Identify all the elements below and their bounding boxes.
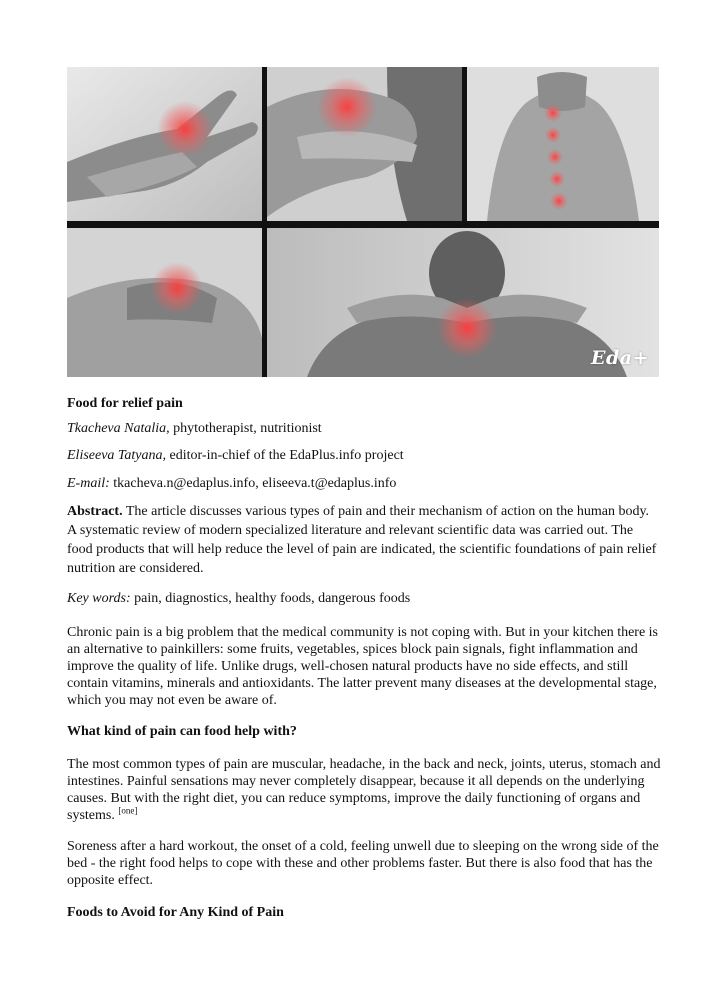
author-role: phytotherapist, nutritionist	[169, 421, 322, 436]
author-role: editor-in-chief of the EdaPlus.info project	[166, 448, 404, 463]
abstract-paragraph	[67, 502, 661, 578]
neck-pain-photo	[267, 228, 659, 377]
wrist-pain-photo	[67, 67, 262, 221]
author-line-2	[67, 447, 661, 464]
abstract-label: Abstract.	[67, 504, 123, 519]
keywords-label: Key words:	[67, 591, 131, 606]
reference-marker: [one]	[118, 805, 138, 816]
pain-types-paragraph	[67, 756, 661, 824]
email-label: E-mail:	[67, 476, 110, 491]
knee-pain-photo	[67, 228, 262, 377]
author-line-1	[67, 420, 661, 437]
article-title: Food for relief pain	[67, 396, 183, 411]
section-heading-foods-to-avoid: Foods to Avoid for Any Kind of Pain	[67, 905, 284, 920]
arm-pain-photo	[267, 67, 462, 221]
abstract-text: The article discusses various types of pain and their mechanism of action on the human body. A systematic review of modern specialized literature and relevant scientific data was carried out. The food products that will help reduce the level of pain are indicated, the scientific foundations of pain relief nutrition are considered.	[67, 504, 657, 576]
pain-collage-image	[67, 67, 659, 377]
author-name: Tkacheva Natalia,	[67, 421, 170, 436]
keywords-line	[67, 590, 661, 607]
author-name: Eliseeva Tatyana,	[67, 448, 167, 463]
section-heading-pain-types: What kind of pain can food help with?	[67, 724, 297, 739]
email-addresses: tkacheva.n@edaplus.info, eliseeva.t@edaplus.info	[109, 476, 397, 491]
keywords-value: pain, diagnostics, healthy foods, dangerous foods	[130, 591, 411, 606]
back-pain-photo	[467, 67, 659, 221]
soreness-paragraph: Soreness after a hard workout, the onset of a cold, feeling unwell due to sleeping on the wrong side of the bed - the right food helps to cope with these and other problems faster. But there is also food that has the opposite effect.	[67, 839, 659, 888]
pain-types-text: The most common types of pain are muscular, headache, in the back and neck, joints, uterus, stomach and intestines. Painful sensations may never completely disappear, because it all depends on the underlying causes. But with the right diet, you can reduce symptoms, improve the daily functioning of organs and systems.	[67, 757, 661, 823]
edaplus-logo: Eda+	[591, 347, 649, 369]
intro-paragraph: Chronic pain is a big problem that the medical community is not coping with. But in your kitchen there is an alternative to painkillers: some fruits, vegetables, spices block pain signals, fight inflammation and improve the quality of life. Unlike drugs, well-chosen natural products have no side effects, and still contain vitamins, minerals and antioxidants. The latter prevent many diseases at the developmental stage, which you may not even be aware of.	[67, 625, 659, 708]
email-line	[67, 475, 661, 492]
